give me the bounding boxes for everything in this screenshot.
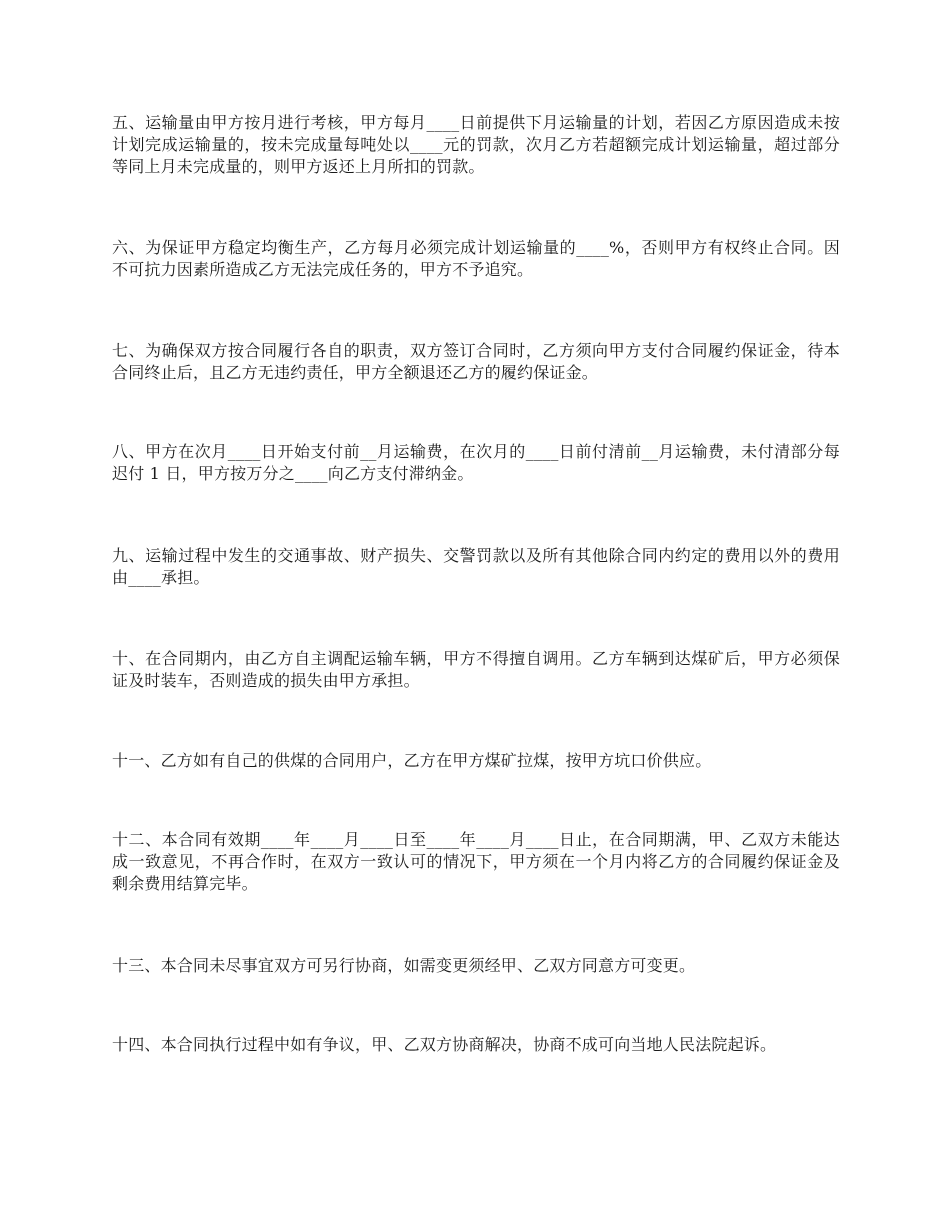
clause-11: 十一、乙方如有自己的供煤的合同用户，乙方在甲方煤矿拉煤，按甲方坑口价供应。	[112, 751, 712, 770]
clause-7: 七、为确保双方按合同履行各自的职责，双方签订合同时，乙方须向甲方支付合同履约保证金，待本合同终止后，且乙方无违约责任，甲方全额退还乙方的履约保证金。	[112, 341, 840, 382]
clause-14: 十四、本合同执行过程中如有争议，甲、乙双方协商解决，协商不成可向当地人民法院起诉。	[112, 1035, 777, 1054]
clause-5: 五、运输量由甲方按月进行考核，甲方每月____日前提供下月运输量的计划，若因乙方原因造成未按计划完成运输量的，按未完成量每吨处以____元的罚款，次月乙方若超额完成计划运输量，超过部分等同上月未完成量的，则甲方返还上月所扣的罚款。	[112, 113, 840, 176]
clause-13: 十三、本合同未尽事宜双方可另行协商，如需变更须经甲、乙双方同意方可变更。	[112, 956, 696, 975]
clause-8: 八、甲方在次月____日开始支付前__月运输费，在次月的____日前付清前__月运输费，未付清部分每迟付 1 日，甲方按万分之____向乙方支付滞纳金。	[112, 442, 840, 483]
clause-9: 九、运输过程中发生的交通事故、财产损失、交警罚款以及所有其他除合同内约定的费用以外的费用由____承担。	[112, 546, 840, 587]
clause-12: 十二、本合同有效期____年____月____日至____年____月____日止，在合同期满，甲、乙双方未能达成一致意见，不再合作时，在双方一致认可的情况下，甲方须在一个月内将乙方的合同履约保证金及剩余费用结算完毕。	[112, 830, 840, 893]
clause-6: 六、为保证甲方稳定均衡生产，乙方每月必须完成计划运输量的____%，否则甲方有权终止合同。因不可抗力因素所造成乙方无法完成任务的，甲方不予追究。	[112, 238, 840, 279]
clause-10: 十、在合同期内，由乙方自主调配运输车辆，甲方不得擅自调用。乙方车辆到达煤矿后，甲方必须保证及时装车，否则造成的损失由甲方承担。	[112, 649, 840, 690]
